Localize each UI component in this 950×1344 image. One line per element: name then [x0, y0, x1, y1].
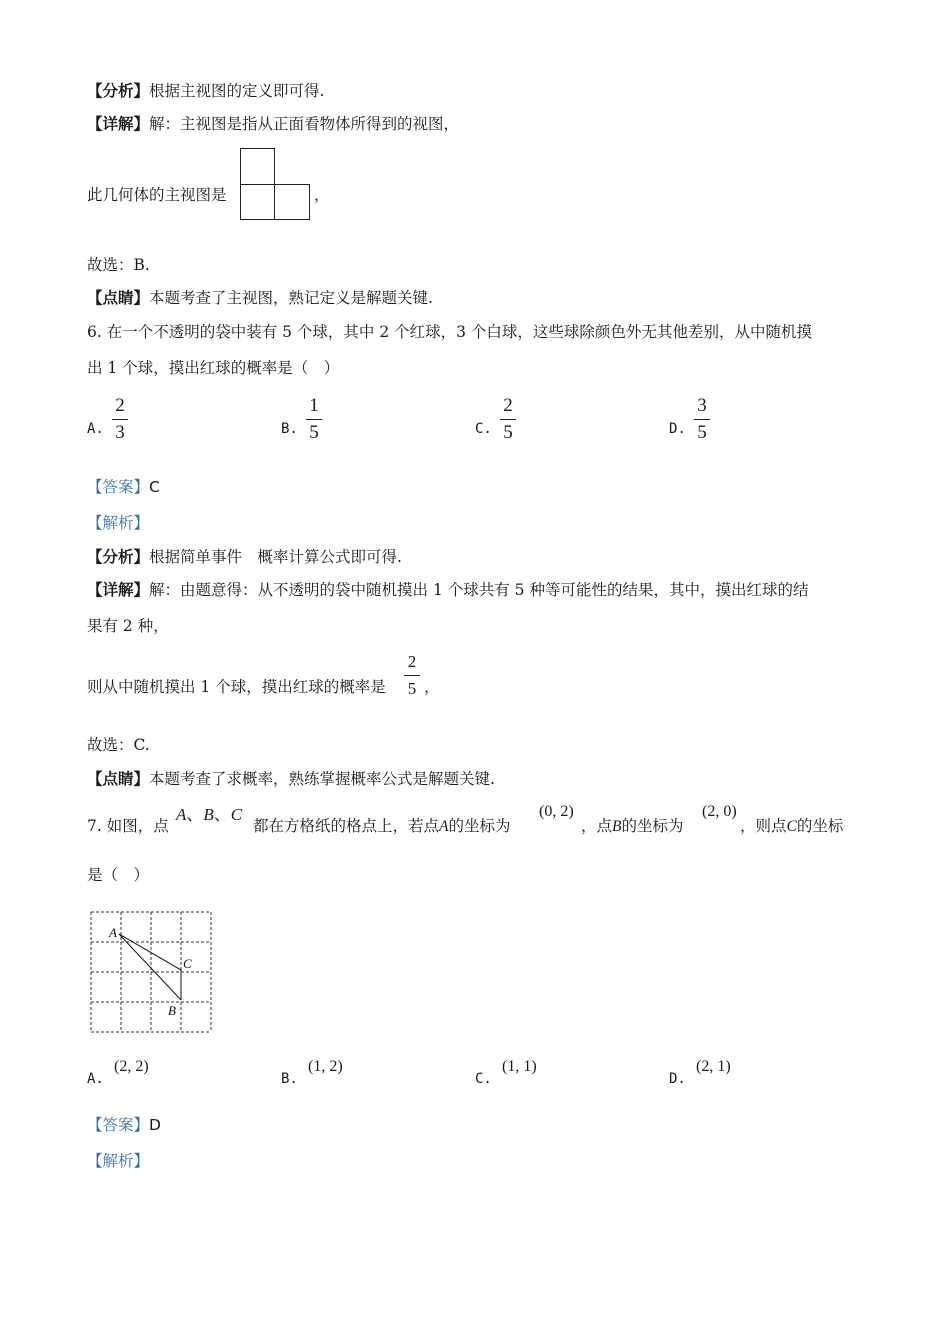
view-comma: ， — [314, 186, 330, 204]
label-b: B — [168, 1003, 176, 1018]
q7-stem-b: 都在方格纸的格点上，若点A的坐标为 — [253, 817, 511, 835]
option-value: (2, 2) — [114, 1058, 149, 1075]
coord-b: (2, 0) — [702, 803, 737, 820]
grid-figure — [88, 908, 214, 1036]
q7-stem-line2: 是（ ） — [87, 866, 150, 884]
analysis-tag: 【分析】 — [87, 547, 150, 566]
option-value: (1, 2) — [308, 1058, 343, 1075]
q6-stem-line1: 6. 在一个不透明的袋中装有 5 个球，其中 2 个红球，3 个白球，这些球除颜色外无其他差别，从中随机摸 — [87, 323, 812, 341]
detail-fraction: 2 5 — [404, 650, 420, 701]
q7-stem-d: ，点B的坐标为 — [581, 817, 684, 835]
analysis-text: 根据简单事件 概率计算公式即可得. — [149, 548, 402, 566]
comment-tag: 【点睛】 — [87, 288, 150, 307]
analysis-tag: 【分析】 — [87, 81, 150, 100]
q5-view-text: 此几何体的主视图是 — [87, 186, 227, 204]
detail-text: 解：由题意得：从不透明的袋中随机摸出 1 个球共有 5 种等可能性的结果，其中，摸出红球的结 — [149, 581, 809, 599]
q6-detail-line2: 果有 2 种， — [87, 617, 169, 635]
comment-tag: 【点睛】 — [87, 769, 150, 788]
q7-points: A、B、C — [176, 805, 243, 824]
answer-value: D — [149, 1116, 161, 1134]
option-value: (2, 1) — [696, 1058, 731, 1075]
fraction: 2 5 — [500, 394, 516, 445]
front-view-figure — [240, 148, 310, 220]
q6-detail-line1 — [87, 579, 808, 601]
q6-detail-line3: 则从中随机摸出 1 个球，摸出红球的概率是 — [87, 678, 386, 696]
grid-svg — [88, 908, 214, 1036]
triangle-abc — [119, 934, 181, 1000]
q6-stem-line2: 出 1 个球，摸出红球的概率是（ ） — [87, 359, 340, 377]
detail-comma: ， — [424, 678, 440, 696]
q7-answer — [87, 1114, 161, 1136]
fraction: 2 3 — [112, 394, 128, 445]
q5-choice: 故选：B. — [87, 256, 150, 274]
answer-value: C — [149, 478, 160, 496]
q6-choice: 故选：C. — [87, 736, 150, 754]
q7-stem-f: ，则点C的坐标 — [740, 817, 844, 835]
answer-tag: 【答案】 — [87, 478, 150, 496]
fraction: 3 5 — [694, 394, 710, 445]
label-c: C — [183, 956, 192, 971]
detail-tag: 【详解】 — [87, 114, 150, 133]
detail-text: 解：主视图是指从正面看物体所得到的视图， — [149, 115, 460, 133]
comment-text: 本题考查了求概率，熟练掌握概率公式是解题关键. — [149, 770, 495, 788]
label-a: A — [109, 925, 117, 940]
coord-a: (0, 2) — [539, 803, 574, 820]
analysis-text: 根据主视图的定义即可得. — [149, 82, 325, 100]
q6-comment — [87, 768, 495, 790]
q5-analysis — [87, 80, 324, 102]
answer-tag: 【答案】 — [87, 1116, 150, 1134]
q6-analysis — [87, 546, 402, 568]
detail-tag: 【详解】 — [87, 580, 150, 599]
q7-stem-a: 7. 如图，点 — [87, 817, 169, 835]
q7-jiexi-tag: 【解析】 — [87, 1152, 150, 1170]
q5-comment — [87, 287, 433, 309]
q5-detail — [87, 113, 459, 135]
comment-text: 本题考查了主视图，熟记定义是解题关键. — [149, 289, 433, 307]
q6-answer — [87, 476, 160, 498]
option-value: (1, 1) — [502, 1058, 537, 1075]
q6-jiexi-tag: 【解析】 — [87, 514, 150, 532]
fraction: 1 5 — [306, 394, 322, 445]
